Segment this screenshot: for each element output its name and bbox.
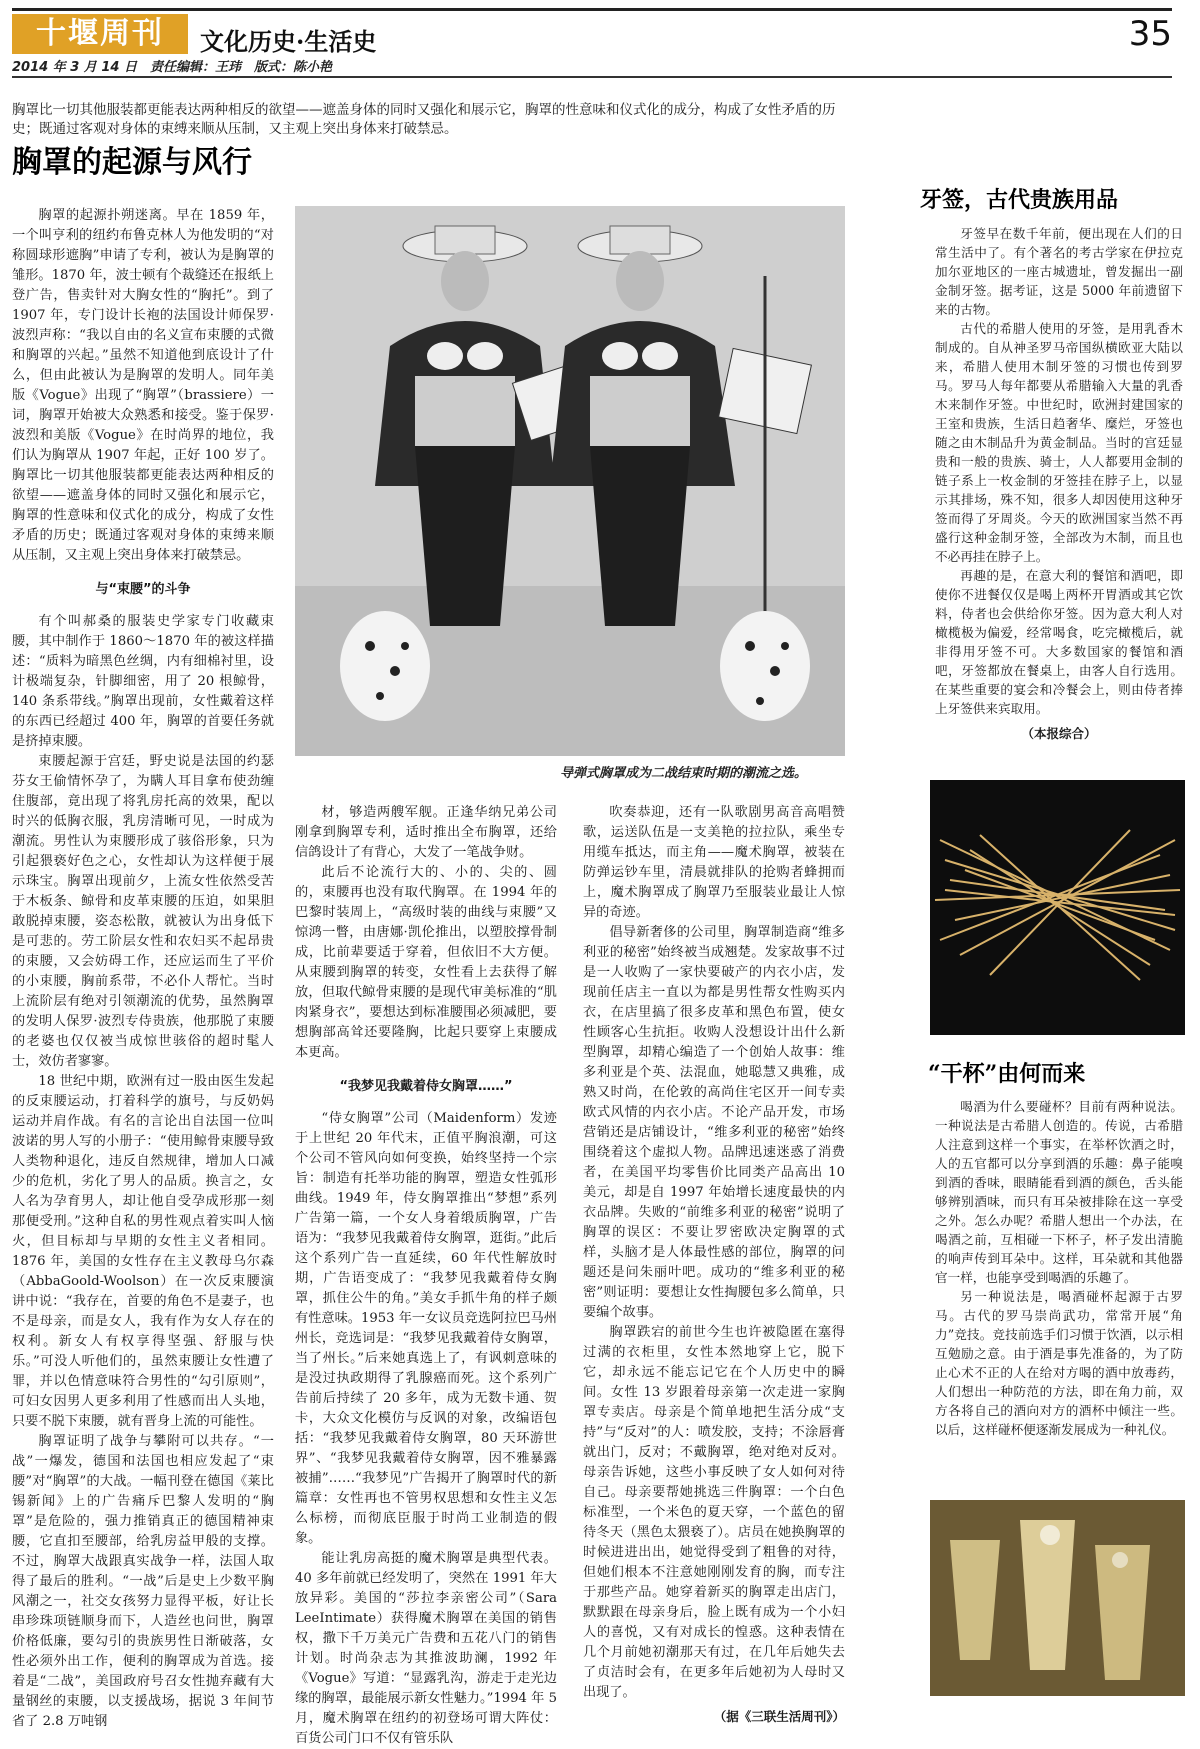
article-photo: [295, 206, 845, 756]
sidebar-toothpick-text: [935, 224, 1183, 764]
paragraph: 有个叫郝桑的服装史学家专门收藏束腰，其中制作于 1860～1870 年的被这样描述：“质料为暗黑色丝绸，内有细棉衬里，设计极端复杂，针脚细密，用了 20 根鲸骨，140 条系带线。”胸罩出现前，女性戴着这样的东西已经超过 400 年，胸罩的首要任务就是挤掉束腰。: [12, 614, 274, 749]
champagne-glasses-image: [930, 1500, 1185, 1696]
paragraph: 再趣的是，在意大利的餐馆和酒吧，即使你不进餐仅仅是喝上两杯开胃酒或其它饮料，侍者也会供给你牙签。因为意大利人对橄榄极为偏爱，经常喝食，吃完橄榄后，就非得用牙签不可。大多数国家的餐馆和酒吧，牙签都放在餐桌上，由客人自行选用。在某些重要的宴会和冷餐会上，则由侍者捧上牙签供来宾取用。: [935, 568, 1183, 716]
paragraph: 古代的希腊人使用的牙签，是用乳香木制成的。自从神圣罗马帝国纵横欧亚大陆以来，希腊人使用木制牙签的习惯也传到罗马。罗马人每年都要从希腊输入大量的乳香木来制作牙签。中世纪时，欧洲封建国家的王室和贵族，生活日趋奢华、糜烂，牙签也随之由木制品升为黄金制品。当时的宫廷显贵和一般的贵族、骑士，人人都要用金制的链子系上一枚金制的牙签挂在脖子上，以显示其排场，殊不知，很多人却因使用这种牙签而得了牙周炎。今天的欧洲国家当然不再盛行这种金制牙签，全部改为木制，而且也不必再挂在脖子上。: [935, 321, 1183, 564]
paragraph: 18 世纪中期，欧洲有过一股由医生发起的反束腰运动，打着科学的旗号，与反奶妈运动并肩作战。有名的言论出自法国一位叫波诺的男人写的小册子：“使用鲸骨束腰导致人类物种退化，违反自然规律，增加人口减少的危机，劣化了男人的品质。换言之，女人名为孕育男人，却让他自受孕成形那一刻那便受刑。”这种自私的男性观点着实叫人恼火，但目标却与早期的女性主义者相同。1876 年，美国的女性存在主义教母乌尔森（AbbaGoold-Woolson）在一次反束腰演讲中说：“我存在，首要的角色不是妻子，也不是母亲，而是女人，我有作为女人存在的权利。新女人有权享得坚强、舒服与快乐。”可没人听他们的，虽然束腰让女性遭了罪，并以色情意味符合男性的“勾引原则”，可妇女因男人更多利用了性感而出人头地，只要不脱下束腰，就有晋身上流的可能性。: [12, 1074, 274, 1429]
article-column-3: [583, 803, 845, 1724]
paragraph: 胸罩证明了战争与攀附可以共存。“一战”一爆发，德国和法国也相应发起了“束腰”对“胸罩”的大战。一幅刊登在德国《莱比锡新闻》上的广告痛斥巴黎人发明的“胸罩”是危险的，强力推销真正的德国精神束腰，它直扣至腰部，给乳房益甲般的支撑。不过，胸罩大战跟真实战争一样，法国人取得了最后的胜利。“一战”后是史上少数平胸风潮之一，社交女孩努力显得平板，好让长串珍珠项链顺身而下，人造丝也问世，胸罩价格低廉，要勾引的贵族男性日渐破落，女性必须外出工作，便利的胸罩成为首选。接着是“二战”，美国政府号召女性抛弃藏有大量钢丝的束腰，以支援战场，据说 3 年间节省了 2.8 万吨钢: [12, 1434, 274, 1729]
paragraph: 胸罩的起源扑朔迷离。早在 1859 年，一个叫亨利的纽约布鲁克林人为他发明的“对称圆球形遮胸”申请了专利，被认为是胸罩的雏形。1870 年，波士顿有个裁缝还在报纸上登广告，售卖针对大胸女性的“胸托”。到了 1907 年，专门设计长袍的法国设计师保罗·波烈声称：“我以自由的名义宣布束腰的式微和胸罩的兴起。”虽然不知道他到底设计了什么，但由此被认为是胸罩的发明人。同年美版《Vogue》出现了“胸罩”（brassiere）一词，胸罩开始被大众熟悉和接受。鉴于保罗·波烈和美版《Vogue》在时尚界的地位，我们认为胸罩从 1907 年起，正好 100 岁了。胸罩比一切其他服装都更能表达两种相反的欲望——遮盖身体的同时又强化和展示它，胸罩的性意味和仪式化的成分，构成了女性矛盾的历史；既通过客观对身体的束缚来顺从压制，又主观上突出身体来打破禁忌。: [12, 208, 274, 563]
article-lead: 胸罩比一切其他服装都更能表达两种相反的欲望——遮盖身体的同时又强化和展示它，胸罩的性意味和仪式化的成分，构成了女性矛盾的历史；既通过客观对身体的束缚来顺从压制，又主观上突出身体来打破禁忌。: [12, 102, 836, 137]
article-column-2: [295, 803, 557, 1746]
paragraph: 吹奏恭迎，还有一队歌剧男高音高唱赞歌，运送队伍是一支美艳的拉拉队，乘坐专用缆车抵达，而主角——魔术胸罩，被装在防弹运钞车里，清晨就排队的抢购者蜂拥而上，魔术胸罩成了胸罩乃至服装业最让人惊异的奇迹。: [583, 805, 845, 920]
issue-meta: 2014 年 3 月 14 日 责任编辑：王玮 版式：陈小艳: [12, 60, 332, 75]
sidebar-title-toothpick: 牙签，古代贵族用品: [920, 187, 1119, 213]
sidebar-toast-text: [935, 1097, 1183, 1487]
paragraph: 牙签早在数千年前，便出现在人们的日常生活中了。有个著名的考古学家在伊拉克加尔亚地区的一座古城遗址，曾发掘出一副金制牙签。据考证，这是 5000 年前遗留下来的古物。: [935, 226, 1183, 317]
top-rule: [12, 8, 1172, 11]
paragraph: 此后不论流行大的、小的、尖的、圆的，束腰再也没有取代胸罩。在 1994 年的巴黎时装周上，“高级时装的曲线与束腰”又惊鸿一瞥，由唐娜·凯伦推出，以塑胶撑骨制成，比前辈要适于穿着，但依旧不大方便。从束腰到胸罩的转变，女性看上去获得了解放，但取代鲸骨束腰的是现代审美标准的“肌肉紧身衣”，要想达到标准腰围必须减肥，要想胸部高耸还要隆胸，比起只要穿上束腰成本更高。: [295, 865, 557, 1060]
subheading: 与“束腰”的斗争: [95, 582, 191, 597]
masthead-brand: 十堰周刊: [12, 14, 188, 54]
toothpicks-image: [930, 780, 1185, 1035]
paragraph: 能让乳房高挺的魔术胸罩是典型代表。40 多年前就已经发明了，突然在 1991 年大放异彩。美国的“莎拉李亲密公司”（Sara LeeIntimate）获得魔术胸罩在美国的销售权，撒下千万美元广告费和五花八门的销售计划。时尚杂志为其推波助澜，1992 年《Vogue》写道：“显露乳沟，游走于走光边缘的胸罩，最能展示新女性魅力。”1994 年 5 月，魔术胸罩在纽约的初登场可谓大阵仗：百货公司门口不仅有管乐队: [295, 1551, 557, 1746]
masthead-rule: [12, 76, 1172, 78]
champagne-photo: [930, 1500, 1185, 1696]
sidebar-title-toast: “干杯”由何而来: [928, 1061, 1086, 1087]
article-column-1: [12, 206, 274, 1729]
subheading: “我梦见我戴着侍女胸罩……”: [339, 1079, 513, 1094]
article-source: （据《三联生活周刊》）: [713, 1709, 845, 1724]
paragraph: 胸罩跌宕的前世今生也许被隐匿在塞得过满的衣柜里，女性本然地穿上它，脱下它，却永远不能忘记它在个人历史中的瞬间。女性 13 岁跟着母亲第一次走进一家胸罩专卖店。母亲是个简单地把生活分成“支持”与“反对”的人：喷发胶，支持；不涂唇膏就出门，反对；不戴胸罩，绝对绝对反对。母亲告诉她，这些小事反映了女人如何对待自己。母亲要帮她挑选三件胸罩：一个白色标准型，一个米色的夏天穿，一个蓝色的留待冬天（黑色太猥亵了）。店员在她换胸罩的时候进进出出，她觉得受到了粗鲁的对待，但她们根本不注意她刚刚发育的胸，而专注于那些产品。她穿着新买的胸罩走出店门，默默跟在母亲身后，脸上既有成为一个小妇人的喜悦，又有对成长的惶惑。这种表情在几个月前她初潮那天有过，在几年后她失去了贞洁时会有，在更多年后她初为人母时又出现了。: [583, 1325, 845, 1700]
paragraph: 材，够造两艘军舰。正逢华纳兄弟公司刚拿到胸罩专利，适时推出全布胸罩，还给信鸽设计了有背心，大发了一笔战争财。: [295, 805, 557, 860]
paragraph: 另一种说法是，喝酒碰杯起源于古罗马。古代的罗马崇尚武功，常常开展“角力”竞技。竞技前选手们习惯于饮酒，以示相互勉励之意。由于酒是事先准备的，为了防止心术不正的人在给对方喝的酒中放毒药，人们想出一种防范的方法，即在角力前，双方各将自己的酒向对方的酒杯中倾注一些。以后，这样碰杯便逐渐发展成为一种礼仪。: [935, 1289, 1183, 1437]
models-with-dalmatians-photo: [295, 206, 845, 756]
paragraph: 束腰起源于宫廷，野史说是法国的约瑟芬女王偷情怀孕了，为瞒人耳目拿布使劲缠住腹部，竟出现了将乳房托高的效果，配以时兴的低胸衣服，乳房清晰可见，一时成为潮流。男性认为束腰形成了骇俗形象，只为引起猥亵好色之心，女性却认为这样便于展示珠宝。胸罩出现前夕，上流女性依然受苦于木板条、鲸骨和皮革束腰的压迫，如果胆敢脱掉束腰，姿态松散，就被认为出身低下是可悲的。劳工阶层女性和农妇买不起昂贵的束腰，又会妨碍工作，还应运而生了平价的小束腰，胸前系带，不必仆人帮忙。当时上流阶层有绝对引领潮流的优势，虽然胸罩的发明人保罗·波烈专侍贵族，他那脱了束腰的老婆也仅仅被当成惊世骇俗的超时髦人士，效仿者寥寥。: [12, 754, 274, 1069]
paragraph: “侍女胸罩”公司（Maidenform）发迹于上世纪 20 年代末，正值平胸浪潮，可这个公司不管风向如何变换，始终坚持一个宗旨：制造有托举功能的胸罩，塑造女性弧形曲线。1949 年，侍女胸罩推出“梦想”系列广告第一篇，一个女人身着缎质胸罩，广告语为：“我梦见我戴着侍女胸罩，逛街。”此后这个系列广告一直延续，60 年代性解放时期，广告语变成了：“我梦见我戴着侍女胸罩，抓住公牛的角。”美女手抓牛角的样子颇有性意味。1953 年一女议员竞选阿拉巴马州州长，竞选词是：“我梦见我戴着侍女胸罩，当了州长。”后来她真选上了，有讽刺意味的是没过执政期得了乳腺癌而死。这个系列广告前后持续了 20 多年，成为无数卡通、贺卡，大众文化模仿与反讽的对象，改编语包括：“我梦见我戴着侍女胸罩，80 天环游世界”、“我梦见我戴着侍女胸罩，因不雅暴露被捕”……“我梦见”广告揭开了胸罩时代的新篇章：女性再也不管男权思想和女性主义怎么标榜，而彻底臣服于时尚工业制造的假象。: [295, 1111, 557, 1546]
toothpick-photo: [930, 780, 1185, 1035]
article-title: 胸罩的起源与风行: [12, 145, 252, 180]
paragraph: 喝酒为什么要碰杯？目前有两种说法。一种说法是古希腊人创造的。传说，古希腊人注意到这样一个事实，在举杯饮酒之时，人的五官都可以分享到酒的乐趣：鼻子能嗅到酒的香味，眼睛能看到酒的颜色，舌头能够辨别酒味，而只有耳朵被排除在这一享受之外。怎么办呢？希腊人想出一个办法，在喝酒之前，互相碰一下杯子，杯子发出清脆的响声传到耳朵中。这样，耳朵就和其他器官一样，也能享受到喝酒的乐趣了。: [935, 1099, 1183, 1285]
section-title: 文化历史·生活史: [200, 27, 377, 56]
paragraph: 倡导新奢侈的公司里，胸罩制造商“维多利亚的秘密”始终被当成翘楚。发家故事不过是一人收购了一家快要破产的内衣小店，发现前任店主一直以为都是男性帮女性购买内衣，在店里搞了很多皮革和黑色布置，使女性顾客心生抗拒。收购人没想设计出什么新型胸罩，却精心编造了一个创始人故事：维多利亚是个英、法混血，她聪慧又典雅，成熟又时尚，在伦敦的高尚住宅区开一间专卖欧式风情的内衣小店。不论产品开发，市场营销还是店铺设计，“维多利亚的秘密”始终围绕着这个虚拟人物。品牌迅速迷惑了消费者，在美国平均零售价比同类产品高出 10 美元，却是自 1997 年始增长速度最快的内衣品牌。失败的“前维多利亚的秘密”说明了胸罩的误区：不要让罗密欧决定胸罩的式样，头脑才是人体最性感的部位，胸罩的问题还是问朱丽叶吧。成功的“维多利亚的秘密”则证明：要想让女性掏腰包多么简单，只要编个故事。: [583, 925, 845, 1320]
page-number: 35: [1128, 14, 1172, 54]
sidebar-source: （本报综合）: [1021, 726, 1097, 741]
photo-caption: 导弹式胸罩成为二战结束时期的潮流之选。: [560, 766, 808, 781]
